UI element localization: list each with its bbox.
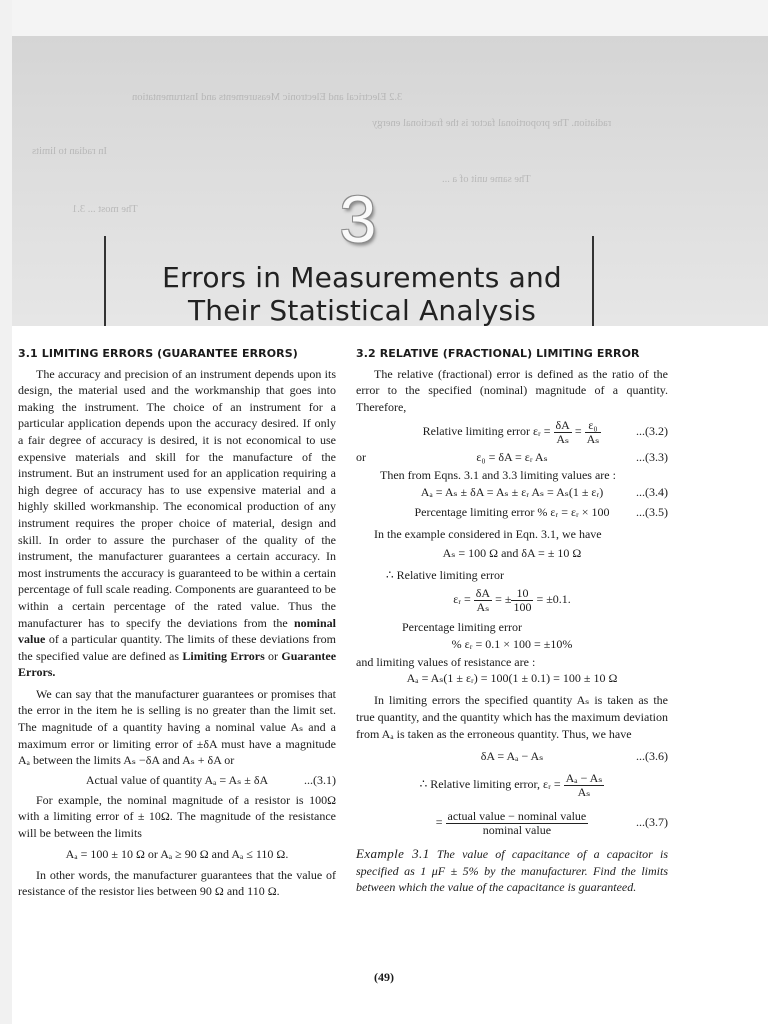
fraction: $\frac{\text{Aₐ − Aₛ}}{\text{Aₛ}}$ bbox=[565, 770, 603, 799]
equation-relative-error-formula: ∴ Relative limiting error, εᵣ = $\frac{\text{Aₐ − Aₛ}}{\text{Aₛ}}$ bbox=[419, 770, 603, 799]
bleed-through-text: 3.2 Electrical and Electronic Measurements and Instrumentation bbox=[132, 92, 403, 103]
bleed-through-text: The same unit of a ... bbox=[442, 174, 531, 185]
equation-3-6: δA = Aₐ − Aₛ ...(3.6) bbox=[480, 749, 668, 764]
percentage-label: Percentage limiting error bbox=[402, 620, 522, 635]
bleed-through-text: The most ... 3.1 bbox=[72, 204, 138, 215]
equation-3-2-number: ...(3.2) bbox=[636, 424, 668, 439]
term-limiting-errors: Limiting Errors bbox=[182, 648, 265, 663]
example-label: Example 3.1 bbox=[356, 846, 430, 862]
fraction: $\frac{\delta A}{\text{Aₛ}}$ bbox=[475, 585, 491, 614]
therefore-relative-error: ∴ Relative limiting error bbox=[386, 567, 504, 582]
then-text: Then from Eqns. 3.1 and 3.3 limiting values are : bbox=[380, 468, 616, 483]
section-3-2-paragraph-1: The relative (fractional) error is defined as the ratio of the error to the specified (nominal) magnitude of a quantity. Therefore, bbox=[356, 366, 668, 414]
equation-3-7: = $\frac{\text{actual value − nominal value}}{\text{nominal value}}$ ...(3.7) bbox=[356, 806, 668, 838]
equation-3-5-number: ...(3.5) bbox=[636, 504, 668, 519]
equation-relative-error-value: εᵣ = $\frac{\delta A}{\text{Aₛ}}$ = ± $\frac{10}{100}$ = ±0.1. bbox=[453, 585, 571, 614]
equation-3-1-number: ...(3.1) bbox=[304, 772, 336, 787]
fraction: $\frac{\text{actual value − nominal value}}{\text{nominal value}}$ bbox=[447, 808, 587, 837]
left-bracket-vertical bbox=[104, 236, 106, 326]
equation-3-3: or ε₀ = δA = εᵣ Aₛ ...(3.3) bbox=[356, 450, 668, 465]
equation-limiting-resistance: Aₐ = Aₛ(1 ± εᵣ) = 100(1 ± 0.1) = 100 ± 10 Ω bbox=[406, 671, 618, 686]
chapter-title-line-2: Their Statistical Analysis bbox=[187, 294, 537, 326]
section-3-1-paragraph-1: The accuracy and precision of an instrument depends upon its design, the material used and the workmanship that goes into making the instrument. The choice of an instrument for a particular application depends upon the accuracy desired. If only a fair degree of accuracy is desired, it is not economical to use expensive materials and skill for the manufacture of the instrument. But an instrument used for an application requiring a high degree of accuracy has to use expensive material and a highly skilled workmanship. The economical production of any instrument requires the proper choice of material, design and skill. In order to assure the purchaser of the quality of the instrument, the manufacturer guarantees a certain accuracy. In most instruments the accuracy is guaranteed to be within a certain percentage of full scale reading. Components are guaranteed to be within a certain percentage of the rated value. Thus the manufacturer has to specify the deviations from the nominal value of a particular quantity. The limits of these deviations from the specified value are defined as Limiting Errors or Guarantee Errors. bbox=[18, 366, 337, 680]
equation-3-1-body: Actual value of quantity Aₐ = Aₛ ± δA bbox=[85, 772, 269, 787]
chapter-title-line-1: Errors in Measurements and bbox=[162, 261, 562, 294]
scan-margin-top bbox=[0, 0, 768, 36]
right-column bbox=[356, 346, 668, 896]
equation-3-2: Relative limiting error εᵣ = $\frac{\delta A}{\text{Aₛ}}$ = $\frac{\text{ε₀}}{\text{Aₛ}}$ ...(3.2) bbox=[356, 415, 668, 447]
or-label: or bbox=[356, 450, 366, 465]
term-nominal-value: nominal value bbox=[18, 615, 336, 647]
chapter-number: 3 bbox=[339, 182, 377, 256]
chapter-title bbox=[132, 261, 592, 326]
page-number: (49) bbox=[374, 970, 394, 984]
left-column bbox=[18, 346, 336, 900]
equation-3-7-number: ...(3.7) bbox=[636, 815, 668, 830]
equation-3-1 bbox=[18, 772, 336, 790]
chapter-header-band bbox=[12, 36, 768, 326]
equation-3-3-number: ...(3.3) bbox=[636, 450, 668, 465]
example-3-1 bbox=[356, 846, 668, 896]
scan-margin-left bbox=[0, 0, 12, 1024]
section-3-2-heading: 3.2 RELATIVE (FRACTIONAL) LIMITING ERROR bbox=[356, 347, 640, 360]
bleed-through-text: In radian to limits bbox=[32, 146, 107, 157]
equation-3-5: Percentage limiting error % εᵣ = εᵣ × 100 ...(3.5) bbox=[414, 504, 668, 519]
section-3-1-paragraph-3: For example, the nominal magnitude of a resistor is 100Ω with a limiting error of ± 10Ω. The magnitude of the resistance will be between the limits bbox=[18, 792, 336, 841]
right-bracket-vertical bbox=[592, 236, 594, 326]
example-body: The value of capacitance of a capacitor is specified as 1 μF ± 5% by the manufacturer. Find the limits between which the value of the capacitance is guaranteed. bbox=[356, 847, 669, 895]
bleed-through-text: radiation. The proportional factor is the fractional energy bbox=[372, 118, 612, 129]
fraction: $\frac{10}{100}$ bbox=[513, 585, 532, 614]
equation-given-values: Aₛ = 100 Ω and δA = ± 10 Ω bbox=[442, 545, 582, 560]
example-reference-text: In the example considered in Eqn. 3.1, we have bbox=[374, 526, 602, 541]
fraction: $\frac{\delta A}{\text{Aₛ}}$ bbox=[555, 418, 570, 447]
limiting-resistance-text: and limiting values of resistance are : bbox=[356, 654, 536, 669]
limiting-errors-paragraph: In limiting errors the specified quantity Aₛ is taken as the true quantity, and the quantity which has the maximum deviation from Aₐ is taken as the erroneous quantity. Thus, we have bbox=[356, 693, 668, 741]
section-3-1-paragraph-2: We can say that the manufacturer guarantees or promises that the error in the item he is selling is no greater than the limit set. The magnitude of a quantity having a nominal value Aₛ and a maximum error or limiting error of ±δA must have a magnitude Aₐ between the limits Aₛ −δA and Aₛ + δA or bbox=[18, 686, 336, 768]
section-3-1-heading: 3.1 LIMITING ERRORS (GUARANTEE ERRORS) bbox=[18, 347, 298, 360]
equation-3-4: Aₐ = Aₛ ± δA = Aₛ ± εᵣ Aₛ = Aₛ(1 ± εᵣ) ...(3.4) bbox=[420, 484, 668, 499]
section-3-1-paragraph-4: In other words, the manufacturer guarantees that the value of resistance of the resistor lies between 90 Ω and 110 Ω. bbox=[18, 867, 336, 899]
equation-3-6-number: ...(3.6) bbox=[636, 749, 668, 764]
equation-resistor-limits: Aₐ = 100 ± 10 Ω or Aₐ ≥ 90 Ω and Aₐ ≤ 110 Ω. bbox=[65, 846, 289, 861]
equation-percentage-value: % εᵣ = 0.1 × 100 = ±10% bbox=[451, 636, 573, 651]
fraction: $\frac{\text{ε₀}}{\text{Aₛ}}$ bbox=[586, 418, 600, 447]
equation-3-4-number: ...(3.4) bbox=[636, 484, 668, 499]
term-guarantee-errors: Guarantee Errors. bbox=[18, 648, 337, 680]
